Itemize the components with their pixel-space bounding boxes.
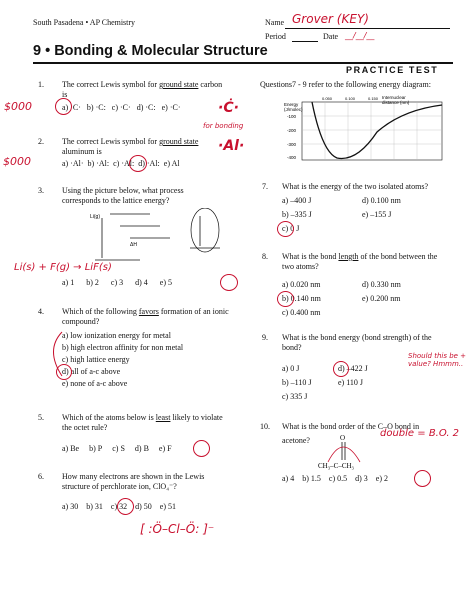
- q9-choice-b: b) –110 J: [282, 378, 312, 387]
- annotation-carbon-symbol: ·Ċ·: [218, 100, 239, 116]
- q3-number: 3.: [38, 186, 44, 195]
- q8-choice-a: a) 0.020 nm: [282, 280, 321, 289]
- svg-text:-100: -100: [287, 114, 297, 119]
- q3-text: Using the picture below, what process: [62, 186, 184, 195]
- annotation-should-be-positive: Should this be + value? Hmmm..: [408, 352, 467, 368]
- q7-text: What is the energy of the two isolated atoms?: [282, 182, 429, 191]
- page-title: 9 • Bonding & Molecular Structure: [33, 43, 268, 59]
- q6-text-line2: structure of perchlorate ion, ClO₄⁻?: [62, 482, 177, 491]
- svg-text:CH₃–C–CH₃: CH₃–C–CH₃: [318, 462, 354, 470]
- name-value: Grover (KEY): [292, 12, 369, 26]
- q7-number: 7.: [262, 182, 268, 191]
- q3-choices: a) 1 b) 2 c) 3 d) 4 e) 5: [62, 278, 172, 287]
- q8-text: What is the bond length of the bond between the: [282, 252, 438, 261]
- q4-text-line2: compound?: [62, 317, 100, 326]
- q8-answer-circle: [277, 291, 294, 307]
- svg-text:O: O: [340, 434, 346, 442]
- q9-choice-c: c) 335 J: [282, 392, 308, 401]
- svg-text:ΔH: ΔH: [130, 242, 137, 248]
- diagram-intro: Questions7 - 9 refer to the following energy diagram:: [260, 80, 431, 89]
- q7-choice-a: a) –400 J: [282, 196, 312, 205]
- q4-text: Which of the following favors formation of an ionic: [62, 307, 229, 316]
- q4-choice-b: b) high electron affinity for non metal: [62, 343, 184, 352]
- annotation-al-symbol: ·Al·: [218, 138, 245, 154]
- q4-number: 4.: [38, 307, 44, 316]
- svg-text:(J/molec): (J/molec): [284, 107, 303, 112]
- svg-text:-200: -200: [287, 128, 297, 133]
- q10-answer-circle: [414, 470, 431, 487]
- q4-choice-d: d) all of a-c above: [62, 367, 121, 376]
- q3-text-line2: corresponds to the lattice energy?: [62, 196, 170, 205]
- q7-choice-c: c) 0 J: [282, 224, 300, 233]
- q5-number: 5.: [38, 413, 44, 422]
- q8-choice-e: e) 0.200 nm: [362, 294, 401, 303]
- q8-choice-d: d) 0.330 nm: [362, 280, 401, 289]
- q3-answer-circle: [220, 274, 238, 291]
- svg-text:distance (nm): distance (nm): [382, 100, 410, 105]
- q2-choices: a) ·Al· b) ·Al: c) ·Al: d) ·Al: e) Al: [62, 159, 180, 168]
- svg-text:-300: -300: [287, 142, 297, 147]
- q7-choice-d: d) 0.100 nm: [362, 196, 401, 205]
- q5-text: Which of the atoms below is least likely to violate: [62, 413, 223, 422]
- q2-number: 2.: [38, 137, 44, 146]
- q5-answer-circle: [193, 440, 210, 457]
- q9-text-line2: bond?: [282, 343, 302, 352]
- q1-number: 1.: [38, 80, 44, 89]
- q1-answer-circle: [55, 98, 72, 115]
- q10-choices: a) 4 b) 1.5 c) 0.5 d) 3 e) 2: [282, 474, 388, 483]
- acetone-structure: [318, 432, 378, 476]
- q9-answer-circle: [333, 361, 349, 377]
- q2-text-line2: aluminum is: [62, 147, 102, 156]
- q9-number: 9.: [262, 333, 268, 342]
- q5-text-line2: the octet rule?: [62, 423, 108, 432]
- q7-answer-circle: [277, 221, 294, 237]
- date-label: Date: [323, 32, 339, 41]
- q4-choice-e: e) none of a-c above: [62, 379, 128, 388]
- q10-number: 10.: [260, 422, 270, 431]
- annotation-for-bonding: for bonding: [203, 122, 244, 130]
- born-haber-diagram: [90, 208, 235, 268]
- q2-answer-circle: [129, 155, 147, 172]
- q2-text: The correct Lewis symbol for ground state: [62, 137, 199, 146]
- q5-choices: a) Be b) P c) S d) B e) F: [62, 444, 172, 453]
- q6-choices: a) 30 b) 31 c) 32 d) 50 e) 51: [62, 502, 176, 511]
- q10-text-line2: acetone?: [282, 436, 310, 445]
- svg-text:Internuclear: Internuclear: [382, 95, 406, 100]
- q6-number: 6.: [38, 472, 44, 481]
- name-label: Name: [265, 18, 285, 27]
- q6-answer-circle: [117, 498, 134, 515]
- q8-choice-b: b) 0.140 nm: [282, 294, 321, 303]
- q8-choice-c: c) 0.400 nm: [282, 308, 321, 317]
- svg-text:0.050: 0.050: [322, 96, 333, 101]
- q8-text-line2: two atoms?: [282, 262, 319, 271]
- q9-choice-d: d) –422 J: [338, 364, 368, 373]
- annotation-double-bond: double = B.O. 2: [380, 428, 460, 439]
- q1-text: The correct Lewis symbol for ground state carbon: [62, 80, 223, 89]
- q6-text: How many electrons are shown in the Lewis: [62, 472, 205, 481]
- svg-text:0.150: 0.150: [368, 96, 379, 101]
- annotation-perchlorate-structure: [ :Ö–Cl–Ö: ]⁻: [140, 522, 215, 536]
- period-label: Period: [265, 32, 286, 41]
- q4-choice-c: c) high lattice energy: [62, 355, 130, 364]
- q4-choice-a: a) low ionization energy for metal: [62, 331, 171, 340]
- course-label: South Pasadena • AP Chemistry: [33, 18, 136, 27]
- annotation-lif-reaction: Li(s) + F(g) → LiF(s): [14, 262, 112, 273]
- date-value: __/__/__: [345, 31, 375, 40]
- svg-text:Energy: Energy: [284, 102, 299, 107]
- q7-choice-e: e) –155 J: [362, 210, 392, 219]
- q9-text: What is the bond energy (bond strength) of the: [282, 333, 432, 342]
- q4-bracket-annotation: [40, 330, 70, 380]
- q8-number: 8.: [262, 252, 268, 261]
- svg-text:0.100: 0.100: [345, 96, 356, 101]
- practice-test-label: PRACTICE TEST: [346, 65, 439, 75]
- q9-choice-e: e) 110 J: [338, 378, 364, 387]
- q7-choice-b: b) –335 J: [282, 210, 312, 219]
- energy-diagram: [282, 92, 452, 172]
- q1-choices: a) ·C· b) ·C: c) ·C· d) ·C: e) ·C·: [62, 103, 181, 112]
- svg-text:-400: -400: [287, 155, 297, 160]
- q10-text: What is the bond order of the C–O bond in: [282, 422, 420, 431]
- svg-text:Li(g): Li(g): [90, 214, 101, 220]
- annotation-dollar-2: $000: [3, 155, 31, 168]
- annotation-dollar-1: $000: [4, 100, 32, 113]
- q1-text-line2: is: [62, 90, 68, 99]
- q9-choice-a: a) 0 J: [282, 364, 300, 373]
